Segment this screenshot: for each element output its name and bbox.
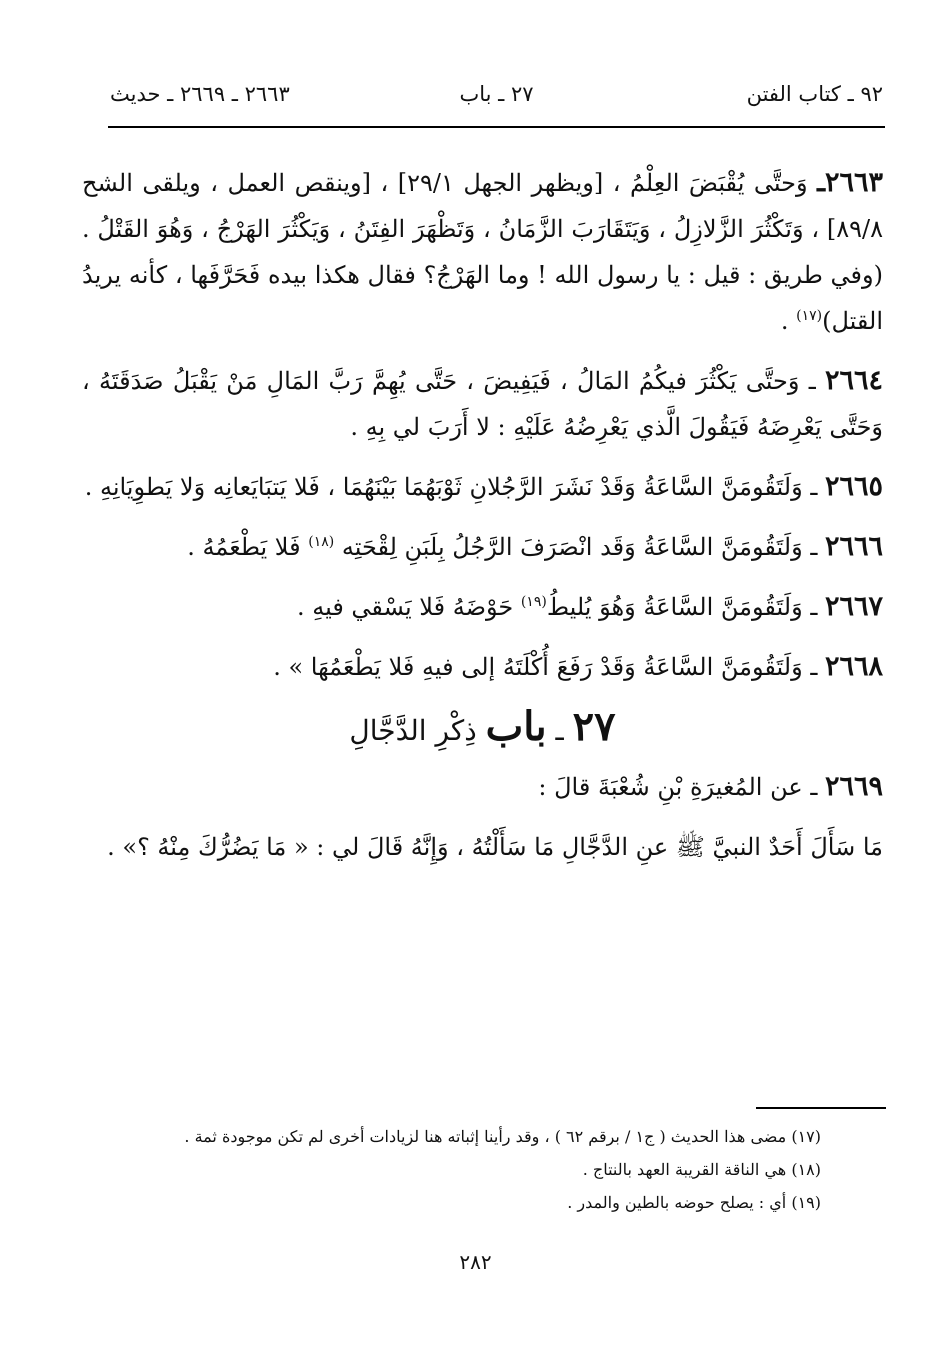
- hadith-number: ٢٦٦٤: [824, 365, 883, 396]
- chapter-title: ذِكْرِ الدَّجَّالِ: [349, 714, 486, 747]
- hadith-text: وَحتَّى يُقْبَضَ العِلْمُ ، [ويظهر الجهل ٢٩/١] ، [وينقص العمل ، ويلقى الشح ٨٩/٨] ، وَتَكْثُرَ الزَّلازِلُ ، وَيَتَقَارَبَ الزَّمَانُ ، وَتَظْهَرَ الفِتَنُ ، وَيَكْثُرَ الهَرْجُ ، وَهُوَ القَتْلُ . (وفي طريق : قيل : يا رسول الله ! وما الهَرْجُ؟ فقال هكذا بيده فَحَرَّفَها ، كأنه يريدُ القتل): [82, 169, 883, 335]
- footnote-ref: (١٧): [796, 308, 823, 324]
- hadith-2667: [82, 584, 883, 630]
- header-book-title: ٩٢ ـ كتاب الفتن: [746, 82, 883, 106]
- hadith-number: ٢٦٦٥: [824, 471, 883, 502]
- hadith-intro: ـ عن المُغيرَةِ بْنِ شُعْبَةَ قالَ :: [538, 773, 825, 801]
- hadith-number: ٢٦٦٦: [824, 531, 883, 562]
- hadith-text: ـ وَلَتَقُومَنَّ السَّاعَةُ وَقَدْ نَشَرَ الرَّجُلانِ ثَوْبَهُمَا بَيْنَهُمَا ، فَلا يَتبَايَعانِه وَلا يَطوِيَانِهِ .: [84, 473, 825, 501]
- header-hadith-range: ٢٦٦٣ ـ ٢٦٦٩ ـ حديث: [110, 82, 290, 106]
- page-number: ٢٨٢: [459, 1250, 492, 1274]
- footnote-18: (١٨) هي الناقة القريبة العهد بالنتاج .: [582, 1160, 821, 1179]
- hadith-text: ـ وَحتَّى يَكْثُرَ فيكُمُ المَالُ ، فَيَفِيضَ ، حَتَّى يُهِمَّ رَبَّ المَالِ مَنْ يَقْبَلُ صَدَقَتَهُ ، وَحَتَّى يَعْرِضَهُ فَيَقُولَ الَّذي يَعْرِضُهُ عَلَيْهِ : لا أَرَبَ لي بِهِ .: [82, 367, 883, 441]
- footnotes: [82, 1120, 821, 1219]
- footnote-19: (١٩) أي : يصلح حوضه بالطين والمدر .: [567, 1193, 821, 1212]
- hadith-number: ٢٦٦٧: [824, 591, 883, 622]
- hadith-tail: .: [780, 307, 797, 335]
- hadith-tail: حَوْضَهُ فَلا يَسْقي فيهِ .: [296, 593, 521, 621]
- main-text: [82, 160, 883, 884]
- header-divider: [108, 126, 885, 128]
- hadith-text: ـ وَلَتَقُومَنَّ السَّاعَةُ وَهُوَ يُليطُ: [546, 593, 825, 621]
- hadith-2669-text: مَا سَأَلَ أَحَدٌ النبيَّ ﷺ عنِ الدَّجَّالِ مَا سَأَلْتُهُ ، وَإِنَّهُ قَالَ لي : « مَا يَضُرُّكَ مِنْهُ ؟» .: [107, 833, 883, 861]
- hadith-number: ٢٦٦٩: [824, 771, 883, 802]
- hadith-number: ٢٦٦٨: [824, 651, 883, 682]
- hadith-text: ـ وَلَتَقُومَنَّ السَّاعَةُ وَقَدْ رَفَعَ أُكْلَتَهُ إلى فيهِ فَلا يَطْعَمُهَا » .: [273, 653, 825, 681]
- hadith-2665: [82, 464, 883, 510]
- footnote-ref: (١٨): [308, 534, 335, 550]
- header-chapter: ٢٧ ـ باب: [459, 82, 534, 106]
- footnote-17: (١٧) مضى هذا الحديث ( ج١ / برقم ٦٢ ) ، وقد رأينا إثباته هنا لزيادات أخرى لم تكن موجودة ثمة .: [184, 1127, 821, 1146]
- chapter-heading: [82, 704, 883, 754]
- chapter-number: ٢٧: [572, 703, 616, 750]
- footnote-ref: (١٩): [520, 594, 547, 610]
- hadith-2668: [82, 644, 883, 690]
- hadith-2664: [82, 358, 883, 450]
- hadith-number: ٢٦٦٣ـ: [817, 167, 883, 198]
- hadith-2666: [82, 524, 883, 570]
- chapter-dash: ـ: [546, 714, 573, 747]
- footnote-divider: [756, 1107, 886, 1109]
- chapter-word: باب: [485, 703, 547, 750]
- running-header: [110, 82, 883, 116]
- hadith-text: ـ وَلَتَقُومَنَّ السَّاعَةُ وَقَد انْصَرَفَ الرَّجُلُ بِلَبَنِ لِقْحَتِه: [334, 533, 825, 561]
- hadith-2669-intro: [82, 764, 883, 810]
- hadith-tail: فَلا يَطْعَمُهُ .: [187, 533, 309, 561]
- hadith-2663: [82, 160, 883, 344]
